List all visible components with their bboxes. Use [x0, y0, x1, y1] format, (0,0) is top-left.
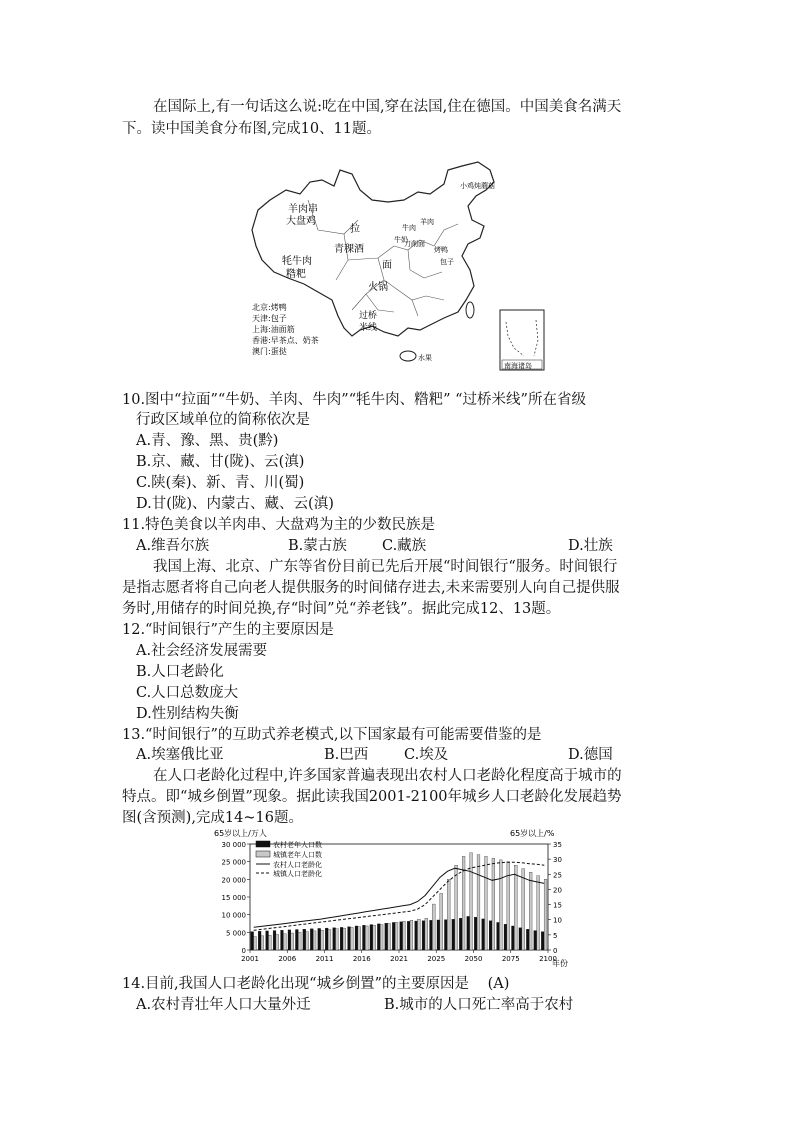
- q14-stem: [122, 974, 509, 994]
- q14-answer: (A): [487, 976, 510, 992]
- map-legend-line: 澳门:蛋挞: [252, 347, 287, 356]
- bar-rural-population: [541, 932, 544, 950]
- bar-rural-population: [333, 928, 336, 950]
- q11-option-c: C.藏族: [382, 538, 427, 554]
- bar-urban-population: [254, 937, 257, 950]
- q14-stem-text: 14.目前,我国人口老龄化出现“城乡倒置”的主要原因是: [122, 976, 469, 992]
- map-label: 羊肉: [420, 218, 434, 226]
- x-tick-label: 2006: [278, 955, 297, 963]
- map-label: 牛肉: [402, 224, 416, 232]
- bar-rural-population: [303, 929, 306, 950]
- x-tick-label: 2011: [315, 955, 334, 963]
- map-legend-line: 香港:早茶点、奶茶: [252, 336, 319, 345]
- q13-option-a: A.埃塞俄比亚: [136, 747, 224, 763]
- map-label: 水果: [418, 354, 432, 362]
- map-label: 拉: [350, 224, 360, 235]
- map-label: 过桥: [359, 311, 378, 321]
- bar-urban-population: [268, 935, 271, 950]
- bar-rural-population: [452, 919, 455, 950]
- map-label: 刀削面: [404, 240, 425, 248]
- q11-option-a: A.维吾尔族: [136, 538, 210, 554]
- intro-paragraph-2-line-2: 是指志愿者将自己向老人提供服务的时间储存进去,未来需要别人向自己提供服: [122, 580, 620, 596]
- bar-rural-population: [281, 930, 284, 950]
- bar-urban-population: [485, 856, 488, 950]
- bar-urban-population: [529, 872, 532, 950]
- china-map-svg: [248, 160, 548, 375]
- bar-urban-population: [440, 893, 443, 950]
- y-right-tick-label: 5: [553, 931, 558, 940]
- china-food-map: [248, 160, 548, 375]
- q10-option-b: B.京、藏、甘(陇)、云(滇): [136, 454, 305, 470]
- q13-option-c: C.埃及: [404, 747, 449, 763]
- bar-urban-population: [373, 925, 376, 950]
- bar-rural-population: [318, 928, 321, 950]
- bar-rural-population: [392, 922, 395, 950]
- bar-urban-population: [291, 933, 294, 950]
- china-outline: [252, 162, 494, 336]
- map-label: 火锅: [368, 282, 388, 293]
- bar-rural-population: [295, 930, 298, 950]
- map-legend-line: 上海:油面筋: [252, 325, 295, 334]
- taiwan-island: [466, 302, 474, 318]
- y-right-tick-label: 10: [553, 916, 562, 925]
- bar-rural-population: [497, 922, 500, 950]
- bar-rural-population: [526, 929, 529, 950]
- legend-rural-swatch: [256, 841, 270, 847]
- bar-rural-population: [415, 921, 418, 950]
- q13-option-b: B.巴西: [324, 747, 369, 763]
- hainan-island: [400, 351, 416, 361]
- map-label: 糌粑: [286, 269, 306, 280]
- y-right-tick-label: 20: [553, 886, 562, 895]
- y-right-tick-label: 0: [553, 947, 558, 955]
- bar-urban-population: [544, 879, 547, 950]
- q12-stem: 12.“时间银行”产生的主要原因是: [122, 622, 334, 638]
- legend-urban-swatch: [256, 851, 270, 857]
- q11-option-b: B.蒙古族: [288, 538, 347, 554]
- map-label: 烤鸭: [434, 246, 448, 254]
- bar-urban-population: [470, 853, 473, 950]
- intro-paragraph-3-line-2: 特点。即“城乡倒置”现象。据此读我国2001-2100年城乡人口老龄化发展趋势: [122, 789, 622, 805]
- map-label: 大盘鸡: [286, 216, 316, 227]
- bar-urban-population: [492, 858, 495, 950]
- bar-urban-population: [321, 930, 324, 950]
- x-axis-label: 年份: [552, 959, 568, 968]
- bar-rural-population: [467, 916, 470, 950]
- map-label: 包子: [440, 258, 454, 266]
- y-left-tick-label: 5 000: [225, 929, 246, 938]
- x-tick-label: 2001: [241, 955, 259, 963]
- intro-paragraph-1-line-1: 在国际上,有一句话这么说:吃在中国,穿在法国,住在德国。中国美食名满天: [153, 99, 622, 115]
- bar-urban-population: [298, 932, 301, 950]
- bar-rural-population: [437, 920, 440, 950]
- bar-rural-population: [459, 918, 462, 950]
- map-label: 小鸡炖蘑菇: [460, 182, 495, 190]
- bar-urban-population: [261, 936, 264, 950]
- bar-urban-population: [388, 924, 391, 951]
- bar-rural-population: [258, 931, 261, 950]
- y-right-tick-label: 35: [553, 841, 562, 849]
- bar-urban-population: [343, 928, 346, 950]
- y-right-tick-label: 15: [553, 901, 562, 910]
- legend-rural-count: 农村老年人口数: [273, 841, 322, 849]
- bar-rural-population: [504, 924, 507, 950]
- bar-urban-population: [455, 865, 458, 950]
- bar-rural-population: [511, 926, 514, 950]
- bar-urban-population: [350, 927, 353, 950]
- bar-rural-population: [534, 931, 537, 950]
- x-tick-label: 2025: [427, 955, 446, 963]
- bar-urban-population: [313, 931, 316, 950]
- x-tick-label: 2021: [390, 955, 408, 963]
- q12-option-c: C.人口总数庞大: [136, 685, 239, 701]
- bar-urban-population: [306, 932, 309, 950]
- q14-option-a: A.农村青壮年人口大量外迁: [136, 997, 311, 1013]
- bar-urban-population: [276, 934, 279, 950]
- q11-option-d: D.壮族: [568, 538, 613, 554]
- bar-urban-population: [477, 855, 480, 950]
- bar-urban-population: [499, 860, 502, 950]
- bar-rural-population: [377, 924, 380, 950]
- map-label: 牦牛肉: [282, 256, 312, 267]
- bar-urban-population: [432, 904, 435, 950]
- bar-urban-population: [283, 934, 286, 950]
- bar-rural-population: [385, 923, 388, 950]
- q11-stem: 11.特色美食以羊肉串、大盘鸡为主的少数民族是: [122, 517, 436, 533]
- bar-urban-population: [403, 921, 406, 950]
- q10-stem-line-1: 10.图中“拉面”“牛奶、羊肉、牛肉”“牦牛肉、糌粑” “过桥米线”所在省级: [122, 392, 586, 408]
- map-legend-line: 北京:烤鸭: [252, 303, 287, 312]
- map-label: 青稞酒: [334, 244, 364, 255]
- map-label: 羊肉串: [288, 204, 318, 215]
- intro-paragraph-2-line-1: 我国上海、北京、广东等省份目前已先后开展“时间银行“服务。时间银行: [153, 559, 618, 575]
- bar-urban-population: [395, 922, 398, 950]
- y-left-tick-label: 10 000: [221, 911, 246, 920]
- legend-urban-count: 城镇老年人口数: [273, 851, 322, 859]
- map-legend-line: 天津:包子: [252, 314, 287, 323]
- x-tick-label: 2050: [464, 955, 483, 963]
- q12-option-a: A.社会经济发展需要: [136, 643, 268, 659]
- bar-rural-population: [273, 931, 276, 950]
- bar-rural-population: [407, 921, 410, 950]
- bar-rural-population: [355, 926, 358, 950]
- y-right-axis-label: 65岁以上/%: [510, 829, 555, 838]
- map-label: 米线: [359, 323, 378, 333]
- bar-rural-population: [251, 932, 254, 950]
- y-left-tick-label: 25 000: [221, 858, 246, 867]
- map-label: 面: [382, 260, 392, 271]
- bar-rural-population: [288, 930, 291, 950]
- plot-frame: [250, 844, 548, 950]
- map-label: 牛奶: [394, 236, 408, 244]
- intro-paragraph-3-line-1: 在人口老龄化过程中,许多国家普遍表现出农村人口老龄化程度高于城市的: [153, 768, 622, 784]
- bar-rural-population: [325, 928, 328, 950]
- q13-option-d: D.德国: [568, 747, 613, 763]
- bar-urban-population: [358, 927, 361, 950]
- inset-label: 南海诸岛: [504, 362, 532, 370]
- intro-paragraph-3-line-3: 图(含预测),完成14~16题。: [122, 810, 303, 826]
- legend-urban-aging: 城镇人口老龄化: [273, 870, 322, 878]
- x-tick-label: 2075: [501, 955, 520, 963]
- x-tick-label: 2100: [539, 955, 557, 963]
- x-tick-label: 2016: [352, 955, 371, 963]
- q12-option-b: B.人口老龄化: [136, 664, 224, 680]
- y-right-tick-label: 25: [553, 871, 562, 880]
- bar-rural-population: [482, 919, 485, 950]
- bar-urban-population: [514, 865, 517, 950]
- y-right-tick-label: 30: [553, 856, 562, 865]
- bar-rural-population: [519, 928, 522, 950]
- bar-urban-population: [336, 929, 339, 950]
- bar-rural-population: [400, 922, 403, 950]
- q10-option-d: D.甘(陇)、内蒙古、藏、云(滇): [136, 496, 334, 512]
- aging-trend-chart: [210, 826, 580, 971]
- bar-urban-population: [537, 876, 540, 950]
- bar-urban-population: [328, 930, 331, 950]
- bar-rural-population: [444, 920, 447, 950]
- y-left-axis-label: 65岁以上/万人: [214, 829, 267, 838]
- y-left-tick-label: 20 000: [221, 876, 246, 885]
- bar-urban-population: [365, 926, 368, 950]
- bar-urban-population: [410, 920, 413, 950]
- intro-paragraph-2-line-3: 务时,用储存的时间兑换,存“时间”兑“养老钱”。据此完成12、13题。: [122, 601, 561, 617]
- intro-paragraph-1-line-2: 下。读中国美食分布图,完成10、11题。: [122, 121, 382, 137]
- bar-urban-population: [425, 918, 428, 950]
- bar-rural-population: [430, 920, 433, 950]
- q10-option-a: A.青、豫、黑、贵(黔): [136, 433, 279, 449]
- y-left-tick-label: 0: [241, 947, 246, 955]
- y-left-tick-label: 15 000: [221, 894, 246, 902]
- bar-rural-population: [370, 925, 373, 950]
- bar-rural-population: [310, 929, 313, 950]
- bar-rural-population: [348, 927, 351, 950]
- bar-rural-population: [422, 921, 425, 950]
- q10-option-c: C.陕(秦)、新、青、川(蜀): [136, 475, 305, 491]
- q14-option-b: B.城市的人口死亡率高于农村: [384, 997, 574, 1013]
- aging-chart-svg: [210, 826, 580, 971]
- chart-legend: [256, 840, 322, 878]
- q10-stem-line-2: 行政区域单位的简称依次是: [136, 412, 310, 428]
- q13-stem: 13.“时间银行”的互助式养老模式,以下国家最有可能需要借鉴的是: [122, 727, 542, 743]
- bar-urban-population: [522, 869, 525, 950]
- q12-option-d: D.性别结构失衡: [136, 706, 239, 722]
- bar-rural-population: [489, 921, 492, 950]
- y-left-tick-label: 30 000: [221, 841, 246, 849]
- bar-urban-population: [447, 879, 450, 950]
- bar-urban-population: [380, 925, 383, 950]
- bar-rural-population: [362, 925, 365, 950]
- bar-rural-population: [266, 931, 269, 950]
- legend-rural-aging: 农村人口老龄化: [273, 861, 322, 869]
- bar-rural-population: [474, 917, 477, 950]
- bar-urban-population: [417, 919, 420, 950]
- bar-rural-population: [340, 927, 343, 950]
